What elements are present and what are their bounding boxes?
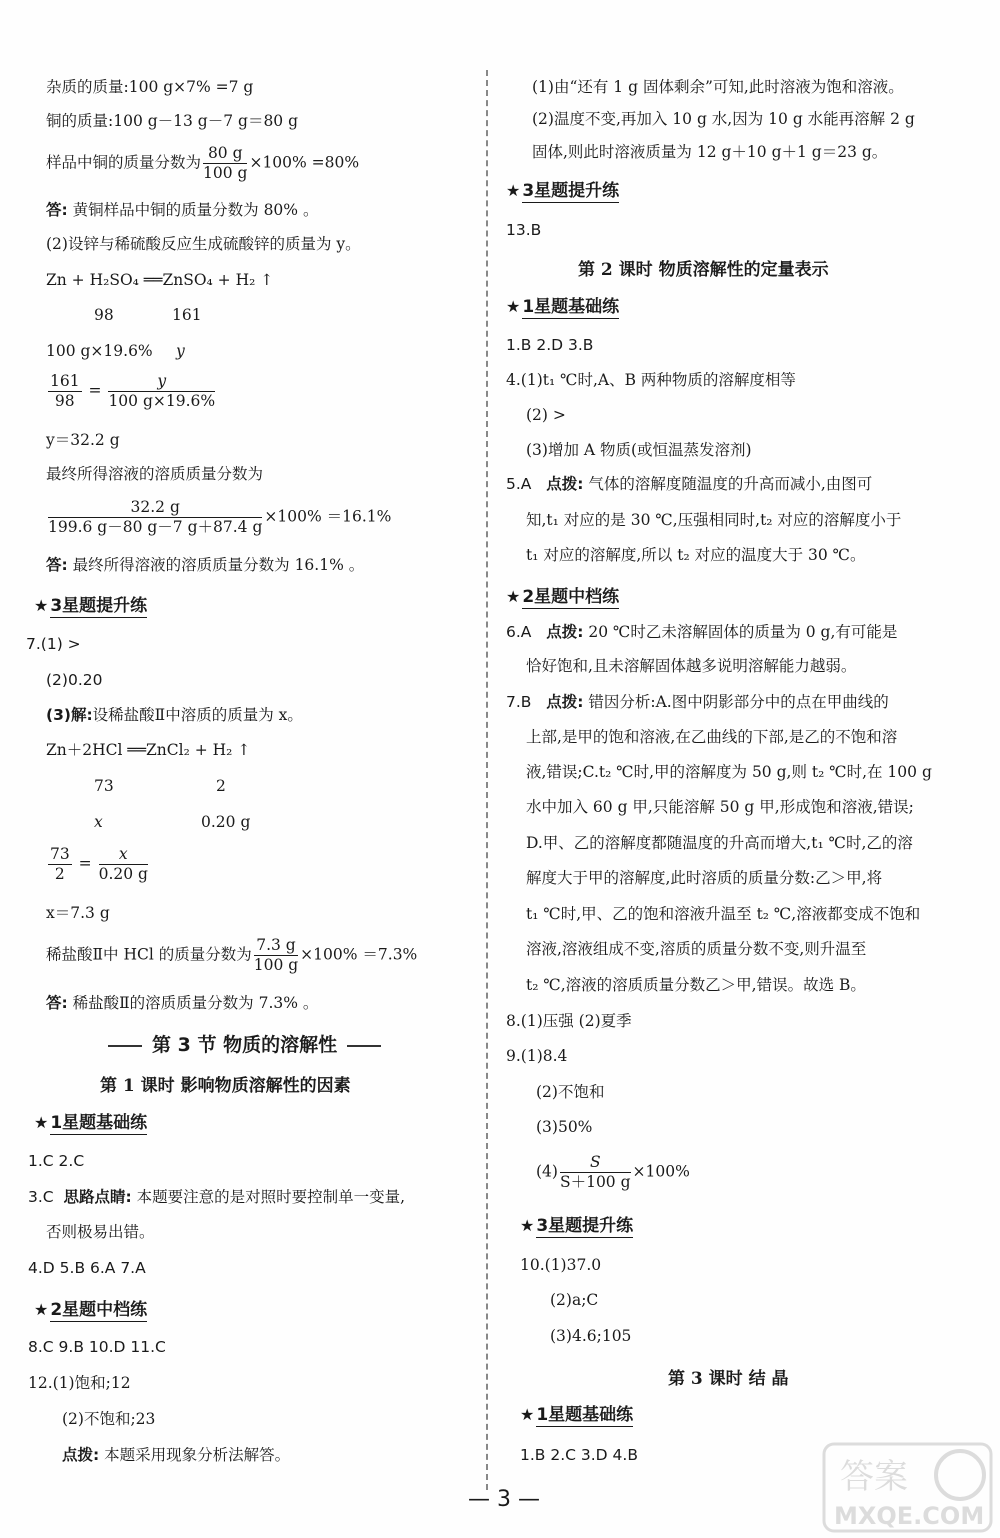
numerator: 80 g [203,144,247,164]
hint-label: 点拨: [546,693,584,711]
text-line: 液,错误;C.t₂ ℃时,甲的溶解度为 50 g,则 t₂ ℃时,在 100 g [526,763,932,781]
star-icon: ★ [34,1300,49,1319]
fraction-line [46,498,391,537]
text-line: 溶液,溶液组成不变,溶质的质量分数不变,则升温至 [526,940,867,958]
text-line: 知,t₁ 对应的是 30 ℃,压强相同时,t₂ 对应的溶解度小于 [526,511,902,529]
text-line [506,622,897,642]
text-line: (3)增加 A 物质(或恒温蒸发溶剂) [526,441,752,459]
text-line: (3)50% [536,1118,593,1136]
hint-label: 点拨: [546,475,584,493]
star-icon: ★ [34,1113,49,1132]
text-line [46,705,303,725]
lesson-title: 第 3 课时 结 晶 [668,1369,789,1389]
text-line: 稀盐酸Ⅱ中 HCl 的质量分数为 [46,945,252,964]
section-title: 1星题基础练 [50,1113,148,1133]
denominator: 2 [54,865,65,883]
text-line: t₁ ℃时,甲、乙的饱和溶液升温至 t₂ ℃,溶液都变成不饱和 [526,905,921,923]
text-line: 8.(1)压强 (2)夏季 [506,1012,632,1030]
section-title: 2星题中档练 [50,1300,148,1320]
equation: Zn＋2HCl ══ZnCl₂ + H₂ ↑ [46,741,251,759]
answer-label: 答: [46,994,68,1012]
fraction-line [536,1153,690,1192]
lesson-title: 第 1 课时 影响物质溶解性的因素 [100,1076,351,1096]
hint-label: 点拨: [546,623,584,641]
section-heading [34,591,147,616]
column-divider [486,70,488,1490]
proportion: $\frac{73}{2}$ = $\frac{x}{0.20 g}$ [50,845,148,883]
text-line: ×100% [632,1162,690,1181]
text-line [506,474,872,494]
numerator: 7.3 g [254,936,298,956]
fraction [560,1153,631,1192]
star-icon: ★ [506,587,521,606]
text-line: 水中加入 60 g 甲,只能溶解 50 g 甲,形成饱和溶液,错误; [526,798,914,816]
hint-text: 气体的溶解度随温度的升高而减小,由图可 [588,475,873,493]
text-line: 161 [172,306,202,324]
answer-list: 13.B [506,221,542,239]
star-icon: ★ [34,596,49,615]
section-heading [520,1211,633,1236]
fraction [48,498,262,537]
section-heading [506,176,619,201]
text-line: x＝7.3 g [46,904,110,922]
text-line: 铜的质量:100 g－13 g－7 g＝80 g [46,112,299,130]
hint-text: 本题采用现象分析法解答。 [104,1446,291,1464]
title-rule [108,1045,142,1047]
text-line: 恰好饱和,且未溶解固体越多说明溶解能力越弱。 [526,657,857,675]
text-line: (4) [536,1162,558,1181]
text-line: (2)a;C [550,1291,599,1309]
denominator: 199.6 g－80 g－7 g＋87.4 g [48,518,263,536]
text-line: 固体,则此时溶液质量为 12 g＋10 g＋1 g＝23 g。 [532,143,888,161]
text-line [506,692,889,712]
page-number: — 3 — [468,1487,540,1512]
text-line: 7.(1) > [26,635,81,653]
text-line: (2)温度不变,再加入 10 g 水,因为 10 g 水能再溶解 2 g [532,110,915,128]
lesson-title: 第 2 课时 物质溶解性的定量表示 [578,260,829,280]
text-line: (2)0.20 [46,671,103,689]
text-line: 10.(1)37.0 [520,1256,602,1274]
text-line: 上部,是甲的饱和溶液,在乙曲线的下部,是乙的不饱和溶 [526,728,898,746]
denominator: 100 g×19.6% [108,392,216,410]
text-line: (2)设锌与稀硫酸反应生成硫酸锌的质量为 y。 [46,235,361,253]
text-line: t₂ ℃,溶液的溶质质量分数乙＞甲,错误。故选 B。 [526,976,866,994]
fraction [99,845,148,884]
text-line: (2)不饱和 [536,1083,605,1101]
section-title: 2星题中档练 [522,587,620,607]
section-title: 1星题基础练 [522,297,620,317]
text-line: 2 [216,777,226,795]
fraction-line [46,936,417,975]
star-icon: ★ [506,181,521,200]
text-line: 12.(1)饱和;12 [28,1374,131,1392]
text-line: 解度大于甲的溶解度,此时溶质的质量分数:乙＞甲,将 [526,869,883,887]
answer-label: 答: [46,556,68,574]
answer-list: 1.B 2.C 3.D 4.B [520,1446,638,1464]
text-line: t₁ 对应的溶解度,所以 t₂ 对应的温度大于 30 ℃。 [526,546,866,564]
watermark-logo [820,1440,995,1535]
question-number: 3.C [28,1188,54,1206]
proportion: $\frac{161}{98}$ = $\frac{y}{100 g\times 19.6\%}$ [50,372,216,410]
denominator: 98 [54,392,75,410]
text-line: ×100% =80% [249,153,360,172]
section-title: 1星题基础练 [536,1405,634,1425]
section-title: 3星题提升练 [536,1216,634,1236]
hint-label: 点拨: [62,1446,100,1464]
answer-list: 8.C 9.B 10.D 11.C [28,1338,166,1356]
denominator: 100 g [253,956,299,974]
numerator: 161 [50,372,80,390]
answer-text: 稀盐酸Ⅱ的溶质质量分数为 7.3% 。 [72,994,319,1012]
fraction [48,372,82,411]
text-line: 杂质的质量:100 g×7% =7 g [46,78,254,96]
hint-label: 思路点睛: [63,1188,132,1206]
section-heading [520,1400,633,1425]
answer-list: 1.B 2.D 3.B [506,336,594,354]
answer-list: 1.C 2.C [28,1152,85,1170]
section-title-text: 第 3 节 物质的溶解性 [152,1034,338,1056]
section-title [98,1030,391,1057]
answer-label: 答: [46,201,68,219]
svg-text:MXQE.COM: MXQE.COM [834,1502,985,1530]
text-line: D.甲、乙的溶解度都随温度的升高而增大,t₁ ℃时,乙的溶 [526,834,913,852]
section-heading [34,1295,147,1320]
fraction [203,144,247,183]
text-line: 98 [94,306,114,324]
text-line: 否则极易出错。 [46,1223,155,1241]
text-line: x [94,813,103,831]
star-icon: ★ [506,297,521,316]
text-line: 4.(1)t₁ ℃时,A、B 两种物质的溶解度相等 [506,371,796,389]
text-line: 最终所得溶液的溶质质量分数为 [46,465,264,483]
svg-text:答案: 答案 [840,1457,908,1497]
section-heading [506,292,619,317]
text-line: y＝32.2 g [46,431,120,449]
solution-text: 设稀盐酸Ⅱ中溶质的质量为 x。 [92,706,303,724]
answer-list: 4.D 5.B 6.A 7.A [28,1259,146,1277]
answer-text: 黄铜样品中铜的质量分数为 80% 。 [72,201,319,219]
answer-line [46,993,318,1013]
solution-label: (3)解: [46,706,93,724]
text-line [62,1445,290,1465]
hint-text: 本题要注意的是对照时要控制单一变量, [136,1188,406,1206]
text-line: (1)由“还有 1 g 固体剩余”可知,此时溶液为饱和溶液。 [532,78,904,96]
answer-text: 最终所得溶液的溶质质量分数为 16.1% 。 [72,556,365,574]
numerator: 73 [50,845,70,863]
section-heading [34,1108,147,1133]
text-line: 9.(1)8.4 [506,1047,568,1065]
text-line: 样品中铜的质量分数为 [46,153,202,172]
numerator: 32.2 g [48,498,262,518]
numerator: y [108,372,215,392]
text-line: 73 [94,777,114,795]
fraction [108,372,215,411]
denominator: 0.20 g [98,865,148,883]
equation: Zn + H₂SO₄ ══ZnSO₄ + H₂ ↑ [46,271,274,289]
title-rule [347,1045,381,1047]
hint-text: 错因分析:A.图中阴影部分中的点在甲曲线的 [588,693,889,711]
denominator: S＋100 g [559,1173,631,1191]
question-number: 6.A [506,623,532,641]
question-number: 7.B [506,693,532,711]
text-line: y [176,342,185,360]
text-line: 0.20 g [201,813,251,831]
section-title: 3星题提升练 [522,181,620,201]
text-line: 100 g×19.6% [46,342,153,360]
question-number: 5.A [506,475,532,493]
text-line: ×100% ＝7.3% [300,945,418,964]
answer-line [46,555,364,575]
denominator: 100 g [203,164,248,182]
text-line: (3)4.6;105 [550,1327,632,1345]
text-line [28,1187,405,1207]
fraction [254,936,298,975]
text-line: (2)不饱和;23 [62,1410,156,1428]
numerator: x [99,845,148,865]
answer-line [46,200,318,220]
fraction-line [46,144,359,183]
star-icon: ★ [520,1216,535,1235]
section-heading [506,582,619,607]
text-line: ×100% ＝16.1% [264,507,392,526]
fraction [48,845,72,884]
hint-text: 20 ℃时乙未溶解固体的质量为 0 g,有可能是 [588,623,898,641]
section-title: 3星题提升练 [50,596,148,616]
text-line: (2) > [526,406,566,424]
star-icon: ★ [520,1405,535,1424]
numerator: S [560,1153,631,1173]
